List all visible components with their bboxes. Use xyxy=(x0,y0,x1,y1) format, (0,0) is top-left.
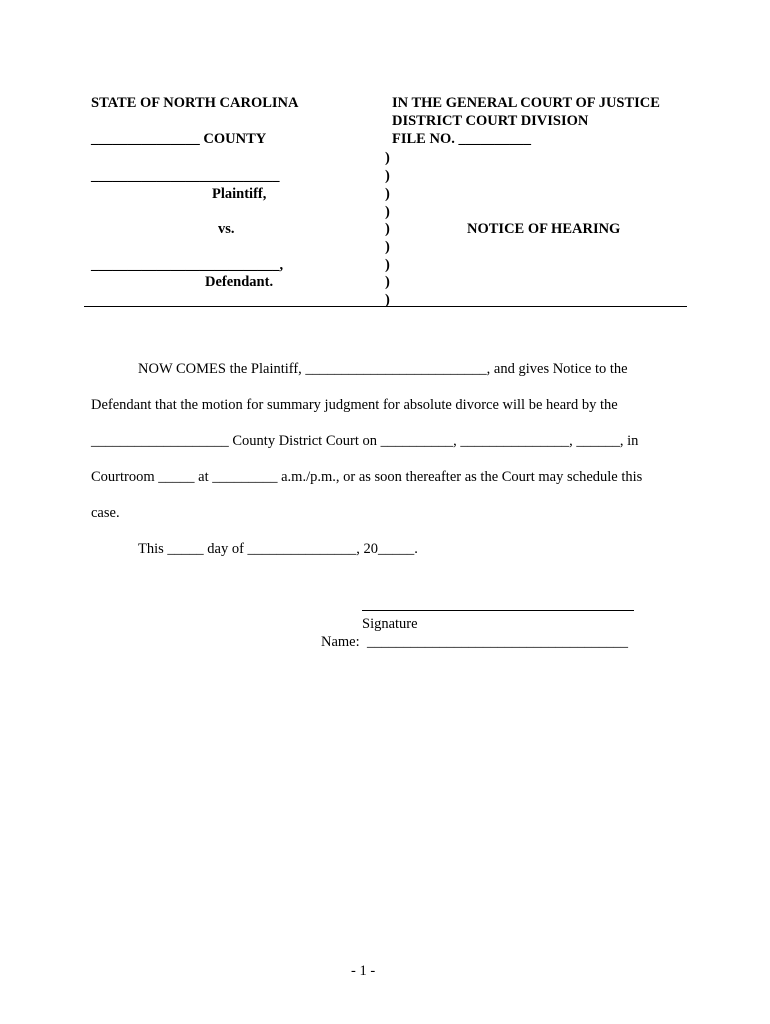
plaintiff-label: Plaintiff, xyxy=(212,186,267,202)
caption-paren: ) xyxy=(385,292,390,308)
caption-paren: ) xyxy=(385,274,390,290)
signature-line xyxy=(362,610,634,611)
caption-divider xyxy=(84,306,687,307)
caption-paren: ) xyxy=(385,168,390,184)
caption-paren: ) xyxy=(385,186,390,202)
file-number: FILE NO. __________ xyxy=(392,131,531,147)
name-label: Name: xyxy=(321,634,360,650)
signature-label: Signature xyxy=(362,616,418,632)
caption-paren: ) xyxy=(385,204,390,220)
body-line-5: case. xyxy=(91,505,120,521)
division-heading: DISTRICT COURT DIVISION xyxy=(392,113,589,129)
body-line-1: NOW COMES the Plaintiff, _________________________, and gives Notice to the xyxy=(138,361,628,377)
caption-paren: ) xyxy=(385,239,390,255)
date-line: This _____ day of _______________, 20_____. xyxy=(138,541,418,557)
state-heading: STATE OF NORTH CAROLINA xyxy=(91,95,299,111)
defendant-label: Defendant. xyxy=(205,274,274,290)
body-line-4: Courtroom _____ at _________ a.m./p.m., or as soon thereafter as the Court may schedule this xyxy=(91,469,643,485)
body-line-3: ___________________ County District Court on __________, _______________, ______, in xyxy=(91,433,639,449)
plaintiff-name-blank: __________________________ xyxy=(91,168,280,184)
vs-label: vs. xyxy=(218,221,235,237)
name-blank: ____________________________________ xyxy=(367,634,628,650)
body-line-2: Defendant that the motion for summary judgment for absolute divorce will be heard by the xyxy=(91,397,618,413)
caption-paren: ) xyxy=(385,221,390,237)
court-heading: IN THE GENERAL COURT OF JUSTICE xyxy=(392,95,660,111)
document-title: NOTICE OF HEARING xyxy=(467,221,621,237)
caption-paren: ) xyxy=(385,150,390,166)
caption-paren: ) xyxy=(385,257,390,273)
page-number: - 1 - xyxy=(351,963,376,979)
county-line: _______________ COUNTY xyxy=(91,131,267,147)
defendant-name-blank: __________________________, xyxy=(91,257,284,273)
